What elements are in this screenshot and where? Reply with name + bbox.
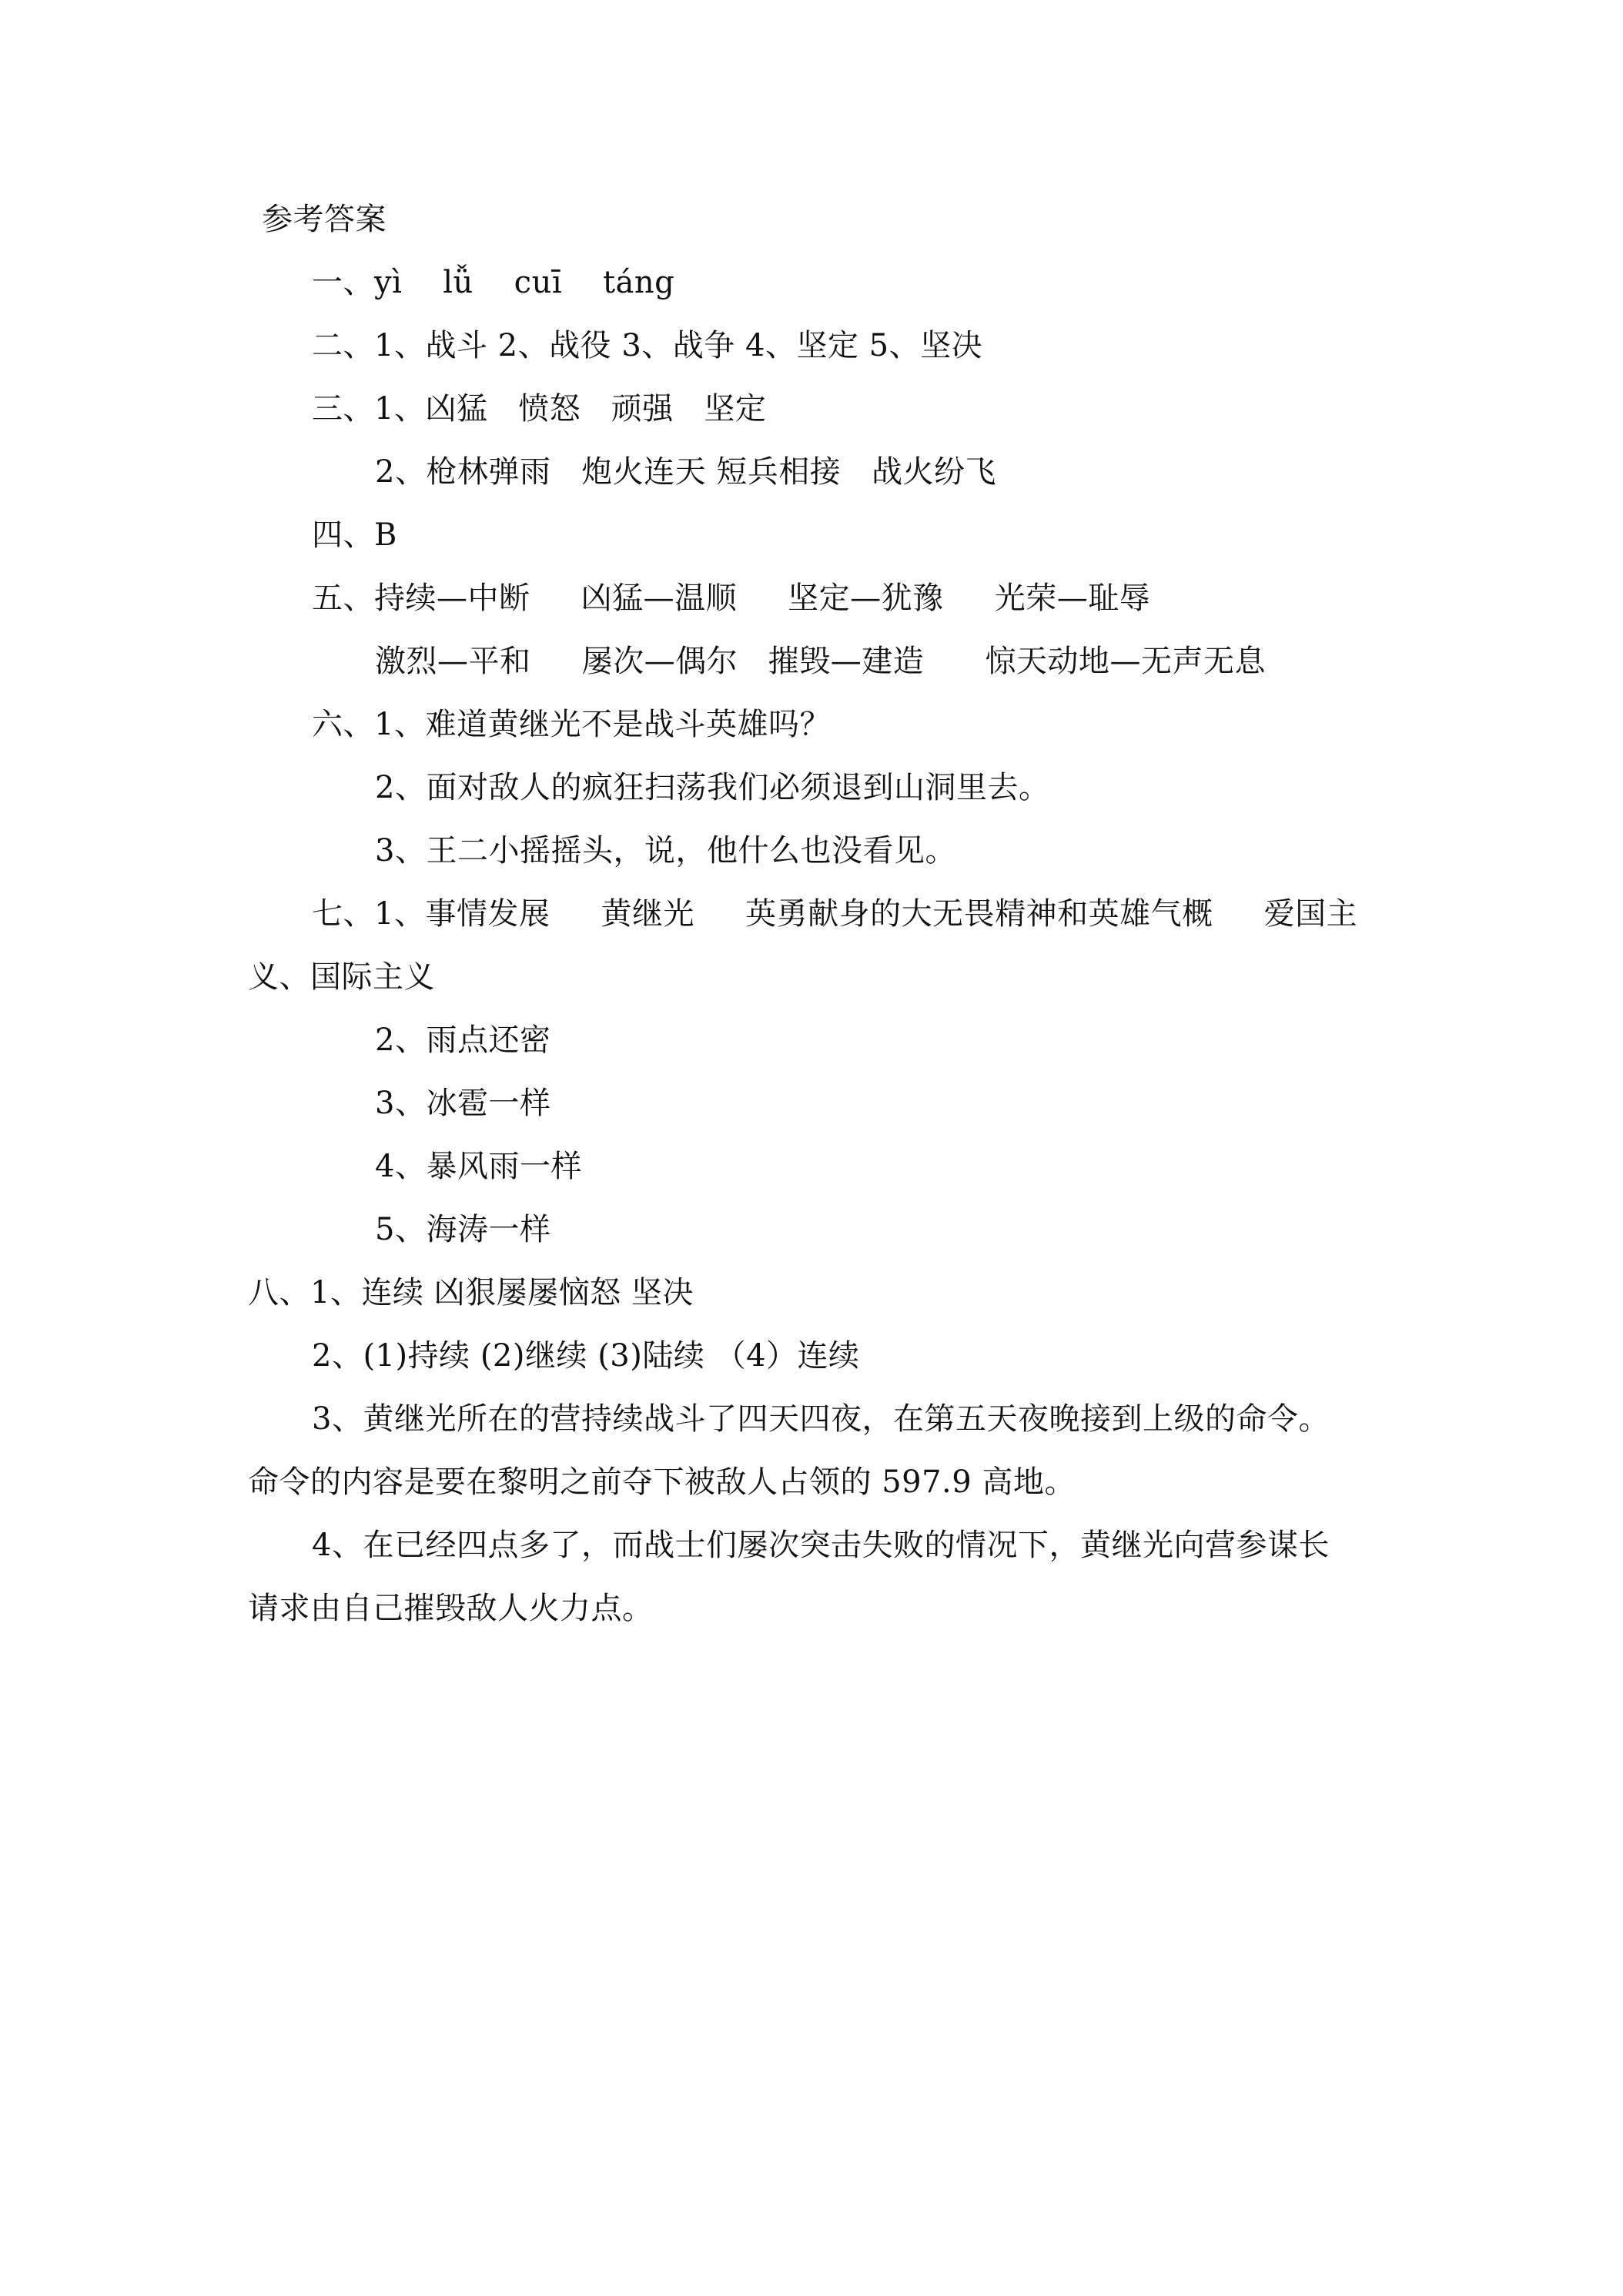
answer-section-3-2: 2、枪林弹雨 炮火连天 短兵相接 战火纷飞 [375, 454, 996, 490]
answer-section-4: 四、B [312, 517, 397, 553]
answer-section-8-3: 3、黄继光所在的营持续战斗了四天四夜，在第五天夜晚接到上级的命令。 [312, 1401, 1330, 1437]
page-title: 参考答案 [262, 202, 387, 237]
answer-section-6-1: 六、1、难道黄继光不是战斗英雄吗？ [312, 707, 831, 742]
answer-section-8-4: 4、在已经四点多了，而战士们屡次突击失败的情况下，黄继光向营参谋长 [312, 1528, 1330, 1563]
answer-section-8-4-cont: 请求由自己摧毁敌人火力点。 [248, 1591, 654, 1626]
answer-section-2: 二、1、战斗 2、战役 3、战争 4、坚定 5、坚决 [312, 328, 983, 363]
answer-section-6-2: 2、面对敌人的疯狂扫荡我们必须退到山洞里去。 [375, 770, 1050, 805]
answer-section-5-row2: 激烈—平和 屡次—偶尔 摧毁—建造 惊天动地—无声无息 [375, 644, 1267, 679]
answer-section-7-5: 5、海涛一样 [375, 1212, 551, 1247]
answer-section-3-1: 三、1、凶猛 愤怒 顽强 坚定 [312, 391, 767, 427]
answer-section-8-1: 八、1、连续 凶狠屡屡恼怒 坚决 [248, 1275, 694, 1310]
answer-section-7-3: 3、冰雹一样 [375, 1086, 551, 1121]
answer-section-7-1: 七、1、事情发展 黄继光 英勇献身的大无畏精神和英雄气概 爱国主 [312, 896, 1358, 932]
answer-section-8-3-cont: 命令的内容是要在黎明之前夺下被敌人占领的 597.9 高地。 [248, 1464, 1076, 1500]
answer-section-5-row1: 五、持续—中断 凶猛—温顺 坚定—犹豫 光荣—耻辱 [312, 581, 1151, 616]
answer-section-7-1-cont: 义、国际主义 [248, 959, 435, 995]
answer-section-7-2: 2、雨点还密 [375, 1022, 551, 1058]
answer-section-6-3: 3、王二小摇摇头，说，他什么也没看见。 [375, 833, 956, 869]
answer-section-7-4: 4、暴风雨一样 [375, 1149, 582, 1184]
answer-section-1: 一、yì lǚ cuī táng [312, 265, 675, 300]
answer-section-8-2: 2、(1)持续 (2)继续 (3)陆续 （4）连续 [312, 1338, 860, 1374]
